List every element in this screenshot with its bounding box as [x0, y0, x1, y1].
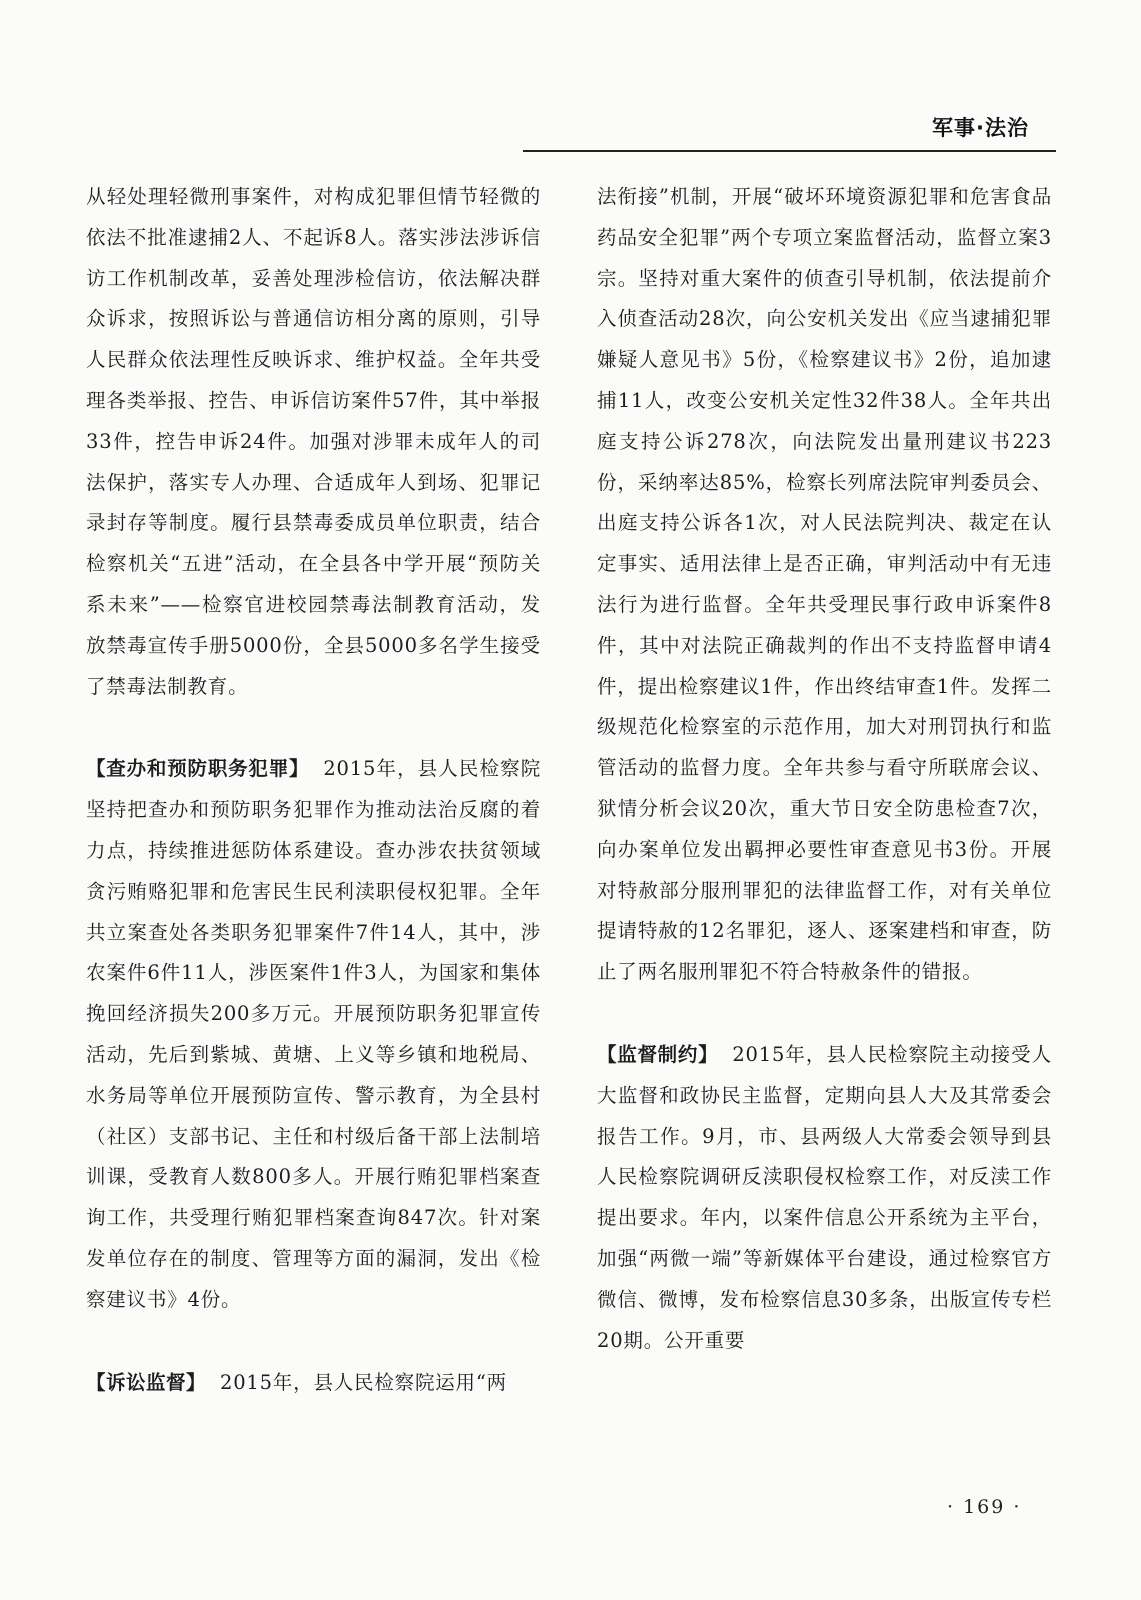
paragraph-spacer — [86, 1321, 541, 1363]
section-body-litigation-supervision: 2015年，县人民检察院运用“两 — [220, 1370, 507, 1394]
paragraph-spacer — [86, 707, 541, 749]
section-heading-supervision-restraint: 【监督制约】 — [597, 1042, 719, 1066]
right-column — [597, 177, 1052, 1361]
left-column — [86, 177, 541, 1403]
section-supervision-restraint — [597, 1035, 1052, 1361]
header-rule — [523, 150, 1056, 152]
section-duty-crime — [86, 749, 541, 1320]
section-litigation-supervision — [86, 1363, 541, 1404]
paragraph-spacer — [597, 993, 1052, 1035]
left-paragraph-1: 从轻处理轻微刑事案件，对构成犯罪但情节轻微的依法不批准逮捕2人、不起诉8人。落实涉法涉诉信访工作机制改革，妥善处理涉检信访，依法解决群众诉求，按照诉讼与普通信访相分离的原则，引导人民群众依法理性反映诉求、维护权益。全年共受理各类举报、控告、申诉信访案件57件，其中举报33件，控告申诉24件。加强对涉罪未成年人的司法保护，落实专人办理、合适成年人到场、犯罪记录封存等制度。履行县禁毒委成员单位职责，结合检察机关“五进”活动，在全县各中学开展“预防关系未来”——检察官进校园禁毒法制教育活动，发放禁毒宣传手册5000份，全县5000多名学生接受了禁毒法制教育。 — [86, 185, 541, 698]
section-heading-litigation-supervision: 【诉讼监督】 — [86, 1370, 207, 1394]
section-body-supervision-restraint: 2015年，县人民检察院主动接受人大监督和政协民主监督，定期向县人大及其常委会报告工作。9月，市、县两级人大常委会领导到县人民检察院调研反渎职侵权检察工作，对反渎工作提出要求。年内，以案件信息公开系统为主平台，加强“两微一端”等新媒体平台建设，通过检察官方微信、微博，发布检察信息30多条，出版宣传专栏20期。公开重要 — [597, 1042, 1052, 1352]
right-paragraph-1: 法衔接”机制，开展“破坏环境资源犯罪和危害食品药品安全犯罪”两个专项立案监督活动，监督立案3宗。坚持对重大案件的侦查引导机制，依法提前介入侦查活动28次，向公安机关发出《应当逮捕犯罪嫌疑人意见书》5份，《检察建议书》2份，追加逮捕11人，改变公安机关定性32件38人。全年共出庭支持公诉278次，向法院发出量刑建议书223份，采纳率达85%，检察长列席法院审判委员会、出庭支持公诉各1次，对人民法院判决、裁定在认定事实、适用法律上是否正确，审判活动中有无违法行为进行监督。全年共受理民事行政申诉案件8件，其中对法院正确裁判的作出不支持监督申请4件，提出检察建议1件，作出终结审查1件。发挥二级规范化检察室的示范作用，加大对刑罚执行和监管活动的监督力度。全年共参与看守所联席会议、狱情分析会议20次，重大节日安全防患检查7次，向办案单位发出羁押必要性审查意见书3份。开展对特赦部分服刑罪犯的法律监督工作，对有关单位提请特赦的12名罪犯，逐人、逐案建档和审查，防止了两名服刑罪犯不符合特赦条件的错报。 — [597, 185, 1052, 984]
section-body-duty-crime: 2015年，县人民检察院坚持把查办和预防职务犯罪作为推动法治反腐的着力点，持续推进惩防体系建设。查办涉农扶贫领域贪污贿赂犯罪和危害民生民利渎职侵权犯罪。全年共立案查处各类职务犯罪案件7件14人，其中，涉农案件6件11人，涉医案件1件3人，为国家和集体挽回经济损失200多万元。开展预防职务犯罪宣传活动，先后到紫城、黄塘、上义等乡镇和地税局、水务局等单位开展预防宣传、警示教育，为全县村（社区）支部书记、主任和村级后备干部上法制培训课，受教育人数800多人。开展行贿犯罪档案查询工作，共受理行贿犯罪档案查询847次。针对案发单位存在的制度、管理等方面的漏洞，发出《检察建议书》4份。 — [86, 757, 541, 1311]
page-number: · 169 · — [947, 1496, 1022, 1518]
section-title: 军事·法治 — [932, 116, 1029, 140]
section-heading-duty-crime: 【查办和预防职务犯罪】 — [86, 757, 310, 781]
